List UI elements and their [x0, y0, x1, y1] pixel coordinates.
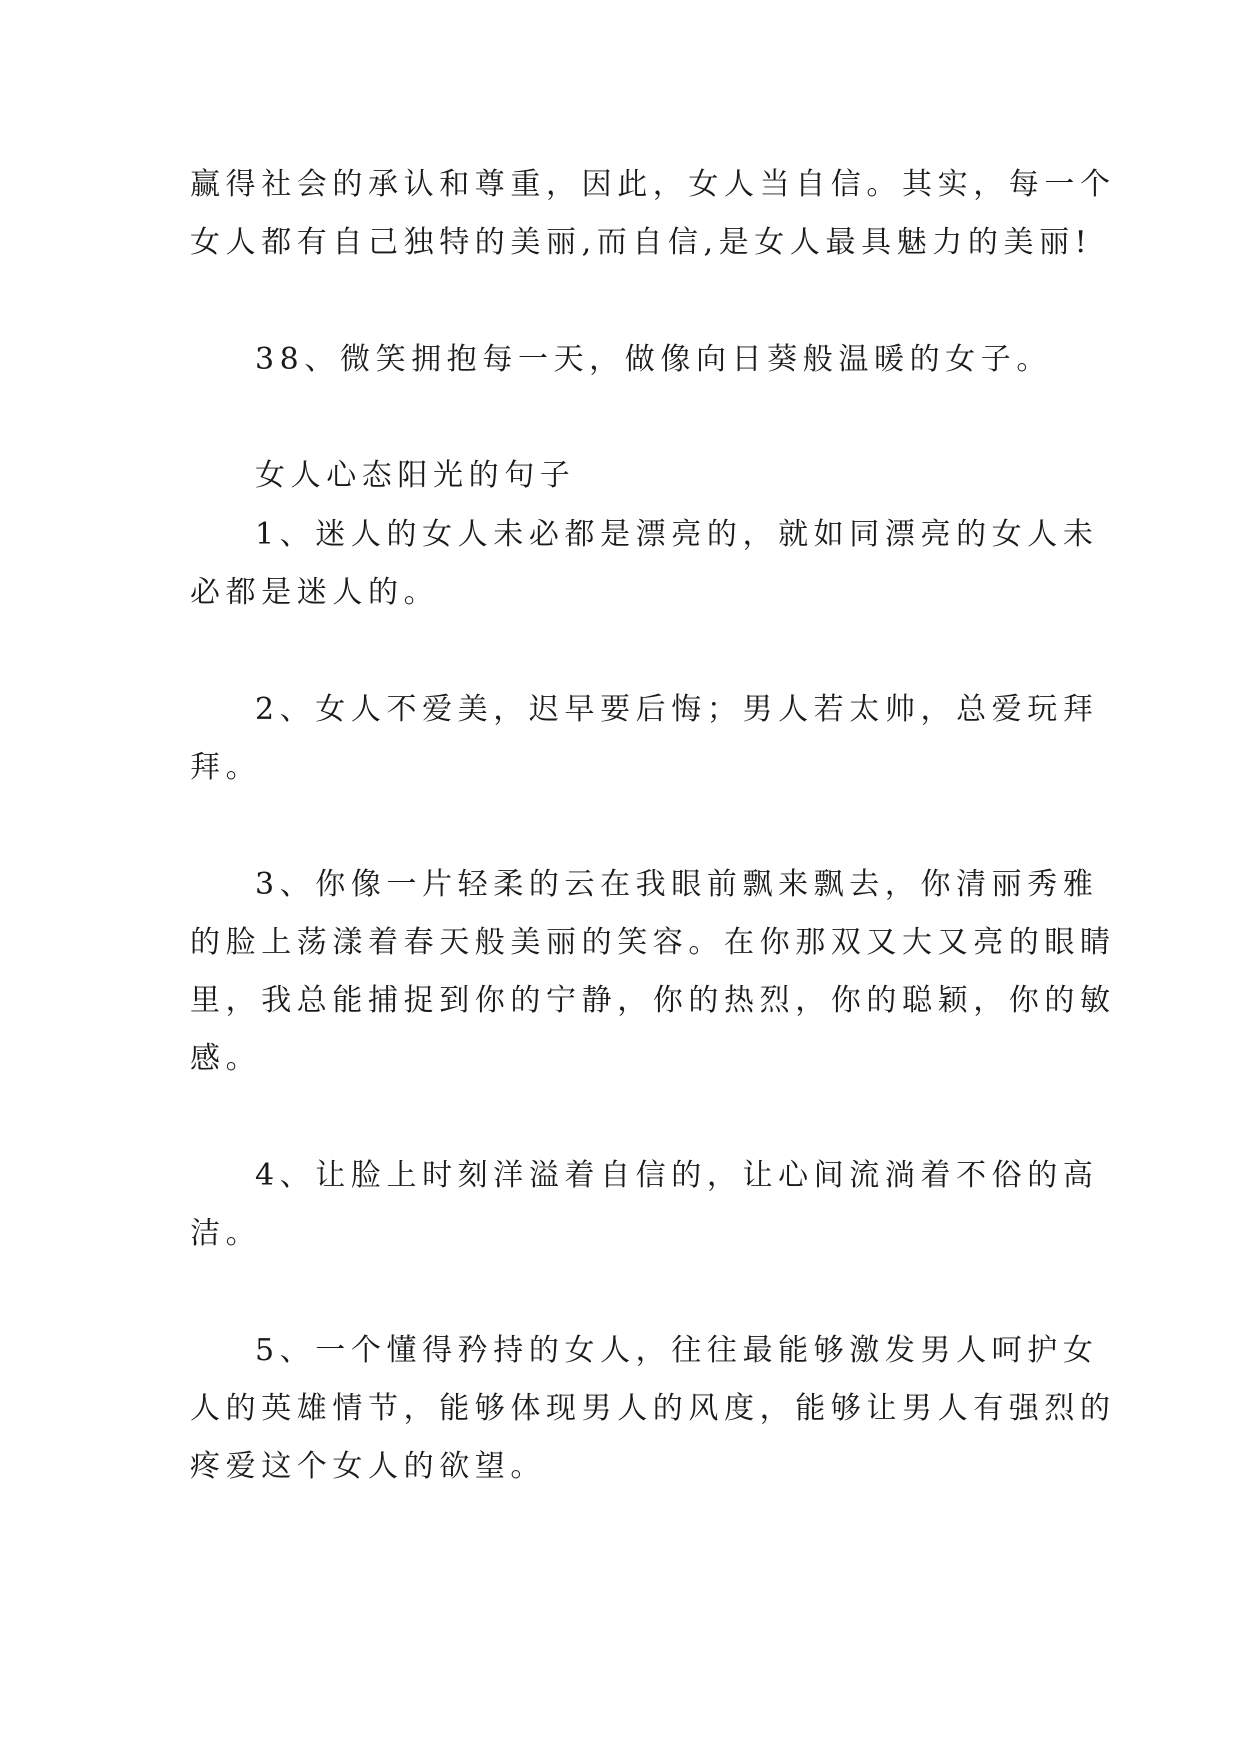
- paragraph-line: 赢得社会的承认和尊重，因此，女人当自信。其实，每一个: [190, 167, 1116, 202]
- paragraph-line: 拜。: [190, 750, 262, 785]
- paragraph-line: 女人都有自己独特的美丽,而自信,是女人最具魅力的美丽!: [190, 225, 1093, 260]
- paragraph-line: 感。: [190, 1041, 262, 1076]
- section-heading: 女人心态阳光的句子: [255, 458, 576, 493]
- paragraph-line: 里，我总能捕捉到你的宁静，你的热烈，你的聪颖，你的敏: [190, 983, 1116, 1018]
- paragraph-line: 洁。: [190, 1216, 262, 1251]
- paragraph-line: 5、一个懂得矜持的女人，往往最能够激发男人呵护女: [255, 1333, 1099, 1368]
- paragraph-line: 1、迷人的女人未必都是漂亮的，就如同漂亮的女人未: [255, 517, 1099, 552]
- paragraph-line: 3、你像一片轻柔的云在我眼前飘来飘去，你清丽秀雅: [255, 867, 1099, 902]
- paragraph-line: 疼爱这个女人的欲望。: [190, 1449, 546, 1484]
- paragraph-line: 的脸上荡漾着春天般美丽的笑容。在你那双又大又亮的眼睛: [190, 925, 1116, 960]
- paragraph-line: 38、微笑拥抱每一天，做像向日葵般温暖的女子。: [255, 342, 1052, 377]
- paragraph-line: 4、让脸上时刻洋溢着自信的，让心间流淌着不俗的高: [255, 1158, 1099, 1193]
- paragraph-line: 2、女人不爱美，迟早要后悔；男人若太帅，总爱玩拜: [255, 692, 1099, 727]
- paragraph-line: 必都是迷人的。: [190, 575, 440, 610]
- paragraph-line: 人的英雄情节，能够体现男人的风度，能够让男人有强烈的: [190, 1391, 1116, 1426]
